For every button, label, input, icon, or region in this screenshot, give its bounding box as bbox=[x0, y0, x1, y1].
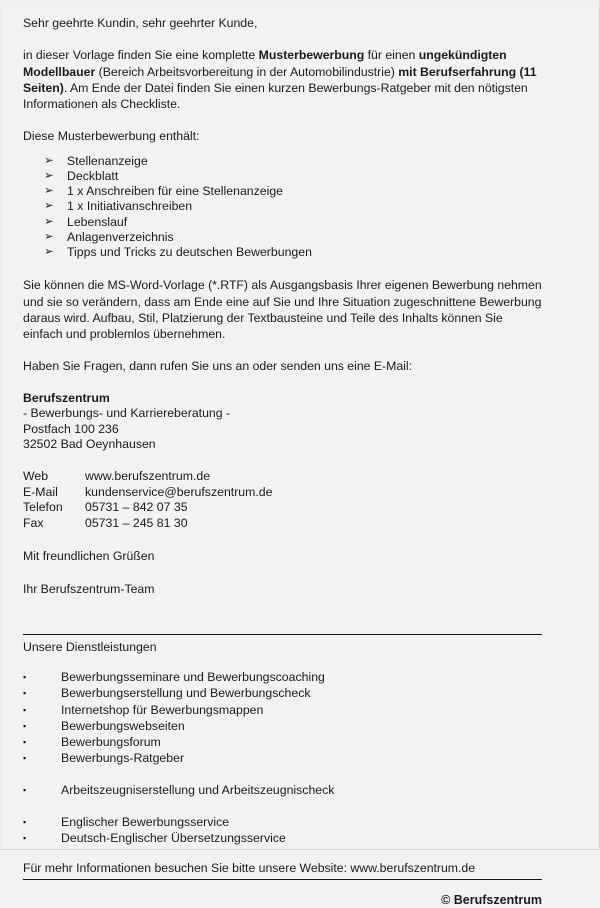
signature-line: Ihr Berufszentrum-Team bbox=[23, 581, 155, 596]
square-bullet-icon: ▪ bbox=[23, 784, 27, 795]
company-city: 32502 Bad Oeynhausen bbox=[23, 437, 156, 452]
spacer bbox=[23, 260, 543, 277]
document-body bbox=[23, 15, 543, 908]
contents-list bbox=[23, 154, 543, 260]
spacer bbox=[23, 453, 543, 469]
spacer bbox=[23, 531, 543, 548]
contact-label: Fax bbox=[23, 515, 44, 530]
questions-paragraph: Haben Sie Fragen, dann rufen Sie uns an oder senden uns eine E-Mail: bbox=[23, 359, 412, 374]
list-item bbox=[23, 814, 543, 830]
square-bullet-icon: ▪ bbox=[23, 833, 27, 844]
list-item bbox=[23, 154, 543, 169]
list-item-label: Arbeitszeugniserstellung und Arbeitszeugnischeck bbox=[61, 782, 335, 797]
list-item-label: Lebenslauf bbox=[67, 214, 128, 229]
arrow-bullet-icon: ➢ bbox=[44, 215, 54, 228]
list-item-label: Bewerbungserstellung und Bewerbungscheck bbox=[61, 686, 311, 701]
spacer bbox=[23, 880, 543, 892]
list-item-label: Deutsch-Englischer Übersetzungsservice bbox=[61, 831, 286, 846]
list-item-label: Tipps und Tricks zu deutschen Bewerbungen bbox=[67, 245, 312, 259]
list-item bbox=[23, 702, 543, 718]
table-row bbox=[23, 516, 272, 532]
list-item-label: 1 x Anschreiben für eine Stellenanzeige bbox=[67, 184, 284, 199]
spacer bbox=[23, 565, 543, 581]
list-item bbox=[23, 184, 543, 199]
intro-seg3: (Bereich Arbeitsvorbereitung in der Automobilindustrie) bbox=[95, 64, 395, 79]
contents-heading: Diese Musterbewerbung enthält: bbox=[23, 129, 200, 144]
list-item bbox=[23, 685, 543, 701]
company-po-box: Postfach 100 236 bbox=[23, 421, 119, 436]
more-info-line: Für mehr Informationen besuchen Sie bitte unsere Website: www.berufszentrum.de bbox=[23, 861, 476, 876]
intro-bold3: mit Berufserfahrung (11 Seiten) bbox=[23, 64, 537, 95]
arrow-bullet-icon: ➢ bbox=[44, 169, 54, 182]
square-bullet-icon: ▪ bbox=[23, 672, 27, 683]
spacer bbox=[23, 145, 543, 154]
list-item bbox=[23, 734, 543, 750]
list-item bbox=[23, 169, 543, 184]
square-bullet-icon: ▪ bbox=[23, 688, 27, 699]
list-item-label: Stellenanzeige bbox=[67, 153, 148, 168]
table-row bbox=[23, 485, 272, 501]
spacer bbox=[23, 597, 543, 619]
salutation: Sehr geehrte Kundin, sehr geehrter Kunde, bbox=[23, 16, 258, 30]
services-heading: Unsere Dienstleistungen bbox=[23, 640, 157, 655]
square-bullet-icon: ▪ bbox=[23, 816, 27, 827]
spacer bbox=[23, 342, 543, 358]
list-item-label: Englischer Bewerbungsservice bbox=[61, 814, 230, 829]
intro-seg4: . Am Ende der Datei finden Sie einen kurzen Bewerbungs-Ratgeber mit den nötigsten Informationen als Checkliste. bbox=[23, 80, 528, 112]
intro-bold2: ungekündigten Modellbauer bbox=[23, 48, 507, 79]
arrow-bullet-icon: ➢ bbox=[44, 230, 54, 243]
arrow-bullet-icon: ➢ bbox=[44, 200, 54, 213]
list-item-label: 1 x Initiativanschreiben bbox=[67, 199, 193, 214]
spacer bbox=[23, 375, 543, 391]
table-row bbox=[23, 500, 272, 516]
contact-value-email[interactable]: kundenservice@berufszentrum.de bbox=[85, 484, 273, 499]
square-bullet-icon: ▪ bbox=[23, 720, 27, 731]
company-tagline: - Bewerbungs- und Karriereberatung - bbox=[23, 406, 231, 421]
intro-seg1: in dieser Vorlage finden Sie eine komplette bbox=[23, 48, 259, 63]
intro-bold1: Musterbewerbung bbox=[258, 48, 365, 63]
square-bullet-icon: ▪ bbox=[23, 752, 27, 763]
list-item-label: Anlagenverzeichnis bbox=[67, 229, 174, 244]
copyright-notice: © Berufszentrum bbox=[441, 893, 542, 908]
list-item bbox=[23, 782, 543, 798]
list-item bbox=[23, 669, 543, 685]
list-item bbox=[23, 199, 543, 214]
list-item bbox=[23, 718, 543, 734]
list-item-label: Bewerbungsforum bbox=[61, 734, 161, 749]
closing-line: Mit freundlichen Grüßen bbox=[23, 549, 155, 564]
list-item bbox=[23, 750, 543, 766]
spacer bbox=[23, 655, 543, 669]
services-list bbox=[23, 669, 543, 846]
square-bullet-icon: ▪ bbox=[23, 704, 27, 715]
list-item-label: Internetshop für Bewerbungsmappen bbox=[61, 702, 264, 717]
list-item bbox=[23, 830, 543, 846]
square-bullet-icon: ▪ bbox=[23, 736, 27, 747]
contact-value-web[interactable]: www.berufszentrum.de bbox=[85, 469, 211, 484]
contact-value-phone: 05731 – 842 07 35 bbox=[85, 500, 188, 515]
contact-table bbox=[23, 469, 272, 531]
table-row bbox=[23, 469, 272, 485]
spacer bbox=[23, 846, 543, 860]
spacer bbox=[23, 31, 543, 47]
arrow-bullet-icon: ➢ bbox=[44, 154, 54, 167]
contact-label: Web bbox=[23, 469, 49, 484]
arrow-bullet-icon: ➢ bbox=[44, 185, 54, 198]
contact-label: Telefon bbox=[23, 500, 63, 515]
list-item-label: Bewerbungsseminare und Bewerbungscoaching bbox=[61, 670, 325, 685]
list-item bbox=[23, 245, 543, 260]
contact-value-fax: 05731 – 245 81 30 bbox=[85, 515, 188, 530]
contact-label: E-Mail bbox=[23, 484, 58, 499]
spacer bbox=[23, 619, 543, 634]
intro-seg2: für einen bbox=[364, 48, 419, 63]
list-item bbox=[23, 230, 543, 245]
list-item-label: Deckblatt bbox=[67, 168, 119, 183]
list-item bbox=[23, 215, 543, 230]
intro-paragraph bbox=[23, 47, 543, 112]
usage-paragraph: Sie können die MS-Word-Vorlage (*.RTF) als Ausgangsbasis Ihrer eigenen Bewerbung nehmen und sie so verändern, dass am Ende eine auf Sie und Ihre Situation zugeschnittene Bewerbung daraus wird. Aufbau, Stil, Platzierung der Textbausteine und Teile des Inhalts können Sie einfach und problemlos übernehmen. bbox=[23, 278, 542, 342]
company-name: Berufszentrum bbox=[23, 390, 110, 405]
arrow-bullet-icon: ➢ bbox=[44, 246, 54, 258]
list-item-label: Bewerbungs-Ratgeber bbox=[61, 750, 185, 765]
list-item-label: Bewerbungswebseiten bbox=[61, 718, 185, 733]
spacer bbox=[23, 112, 543, 128]
